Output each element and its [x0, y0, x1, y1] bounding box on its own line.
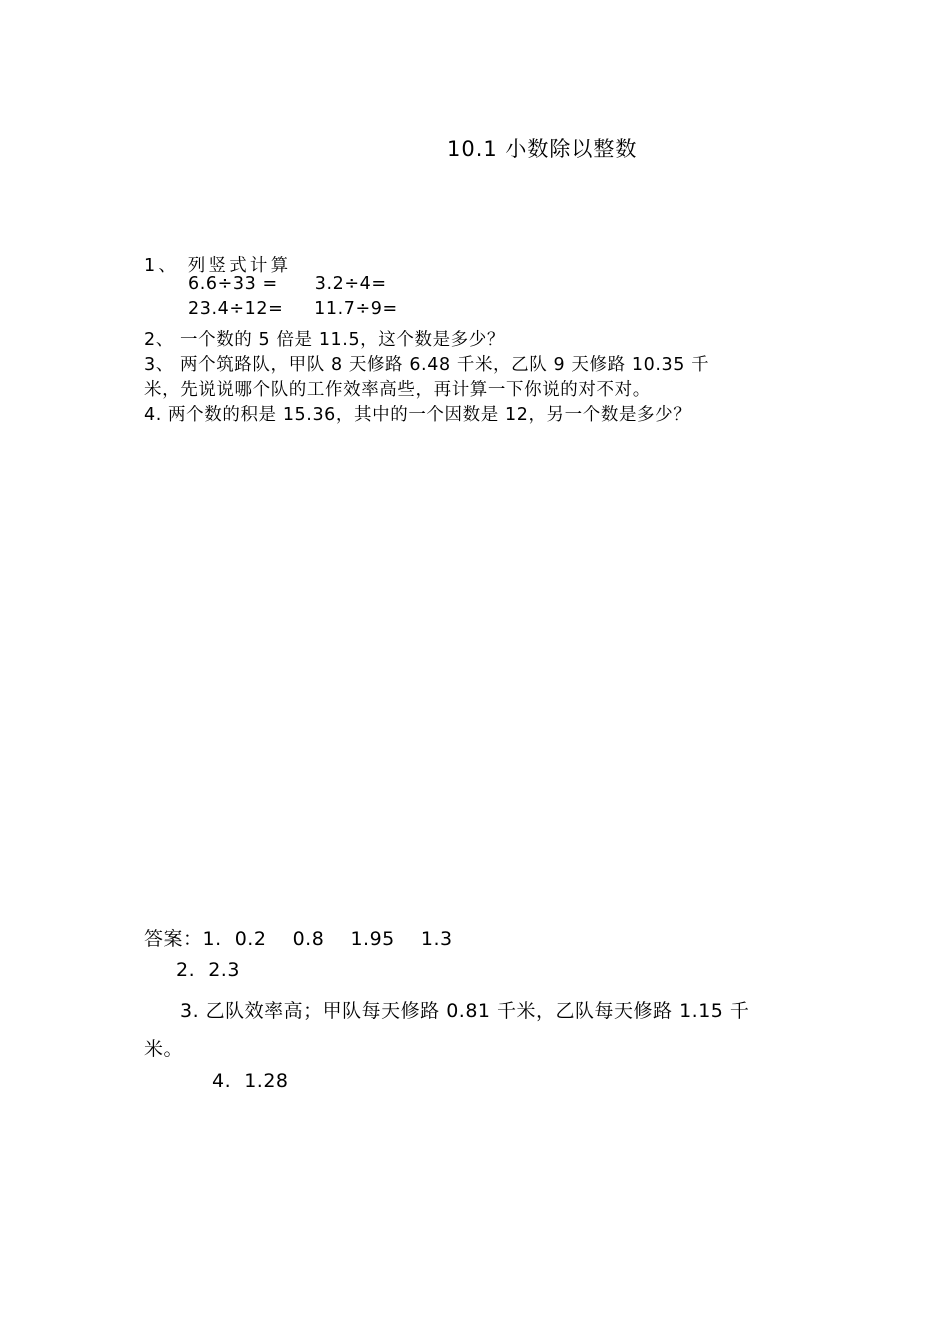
question-3-line-2: 米，先说说哪个队的工作效率高些，再计算一下你说的对不对。	[144, 380, 651, 400]
answer-3-line-2: 米。	[144, 1038, 184, 1060]
question-1-row-2: 23.4÷12= 11.7÷9=	[188, 299, 398, 319]
question-1-heading: 1、 列竖式计算	[144, 256, 292, 276]
answer-4: 4. 1.28	[212, 1070, 289, 1092]
question-4: 4. 两个数的积是 15.36，其中的一个因数是 12，另一个数是多少？	[144, 405, 692, 425]
question-1-row-1: 6.6÷33 = 3.2÷4=	[188, 274, 387, 294]
answer-1: 答案：1. 0.2 0.8 1.95 1.3	[144, 928, 453, 950]
page-title: 10.1 小数除以整数	[447, 137, 638, 161]
answer-2: 2. 2.3	[176, 959, 240, 981]
question-3-line-1: 3、 两个筑路队，甲队 8 天修路 6.48 千米，乙队 9 天修路 10.35 千	[144, 355, 710, 375]
question-2: 2、 一个数的 5 倍是 11.5，这个数是多少？	[144, 330, 505, 350]
answer-3-line-1: 3. 乙队效率高；甲队每天修路 0.81 千米，乙队每天修路 1.15 千	[180, 1000, 750, 1022]
